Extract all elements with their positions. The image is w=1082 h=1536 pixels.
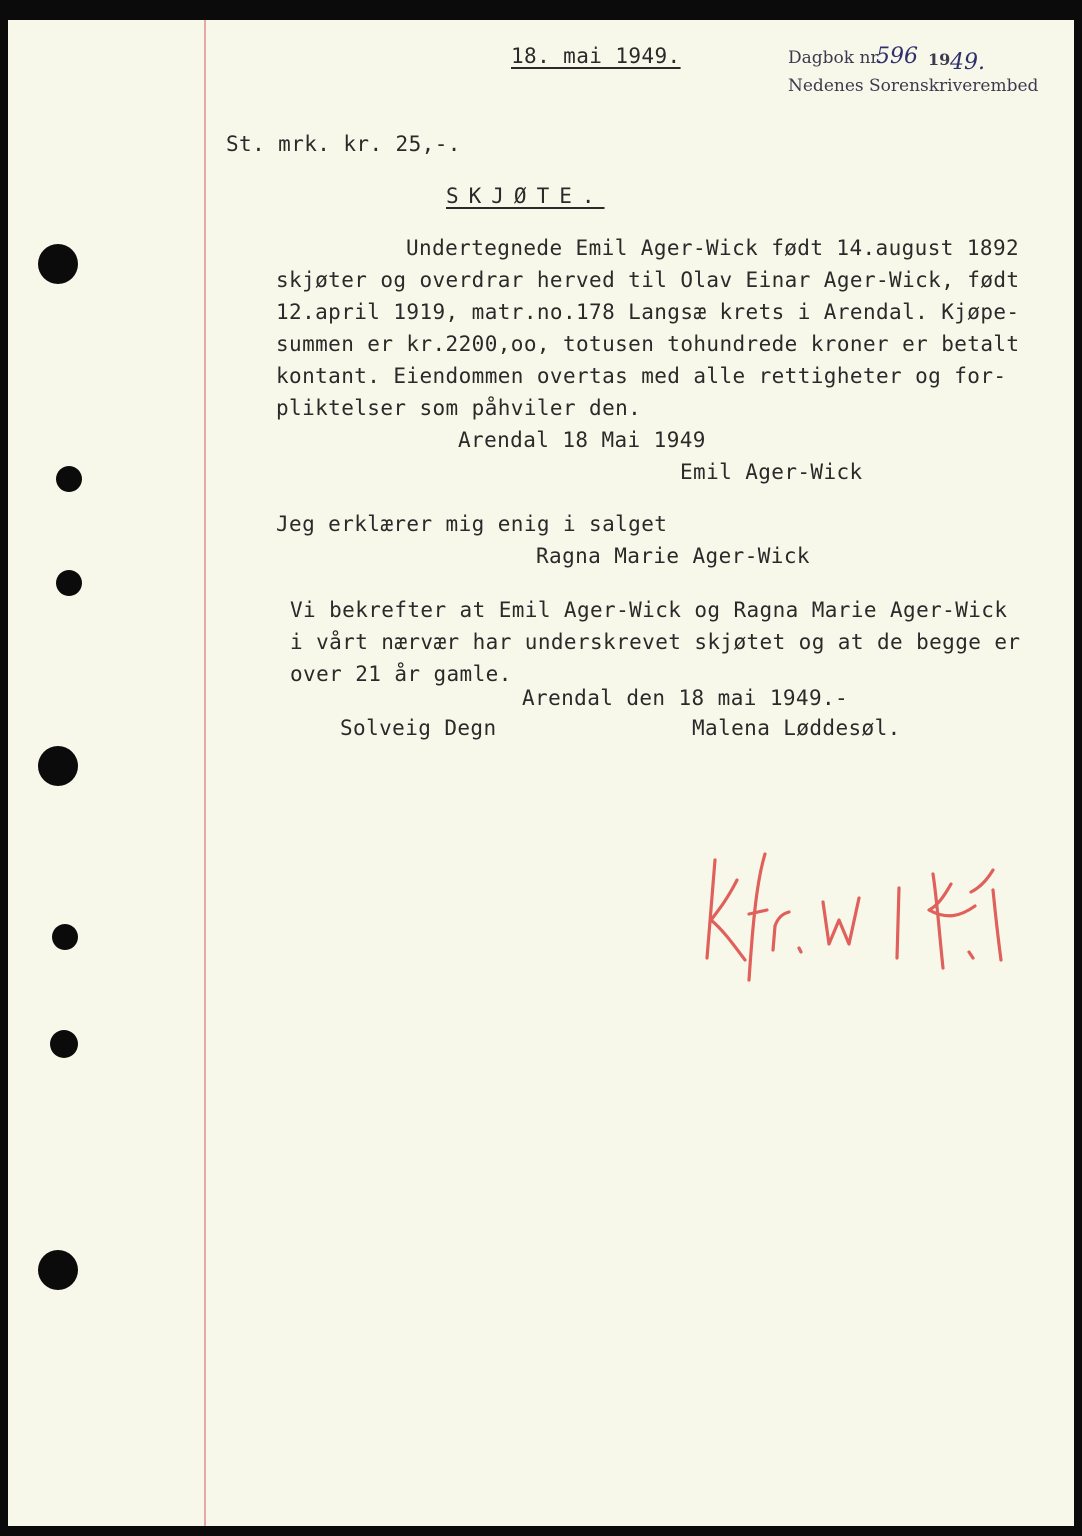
body-line: summen er kr.2200,oo, totusen tohundrede kroner er betalt: [276, 332, 1020, 356]
punch-hole: [38, 1250, 78, 1290]
witness-place-date: Arendal den 18 mai 1949.-: [522, 686, 849, 710]
consent-statement: Jeg erklærer mig enig i salget: [276, 512, 668, 536]
body-line: skjøter og overdrar herved til Olav Einar Ager-Wick, født: [276, 268, 1020, 292]
document-date: 18. mai 1949.: [511, 44, 681, 68]
witness-signature-2: Malena Løddesøl.: [692, 716, 901, 740]
punch-hole: [56, 466, 82, 492]
consent-signature: Ragna Marie Ager-Wick: [536, 544, 810, 568]
dagbok-year-suffix: 49.: [950, 50, 985, 75]
dagbok-number: 596: [876, 44, 918, 69]
body-line: 12.april 1919, matr.no.178 Langsæ krets i Arendal. Kjøpe-: [276, 300, 1020, 324]
red-annotation-mark: [693, 840, 1033, 990]
margin-line: [204, 20, 206, 1526]
office-stamp: Nedenes Sorenskriverembed: [788, 76, 1039, 96]
punch-hole: [52, 924, 78, 950]
punch-hole: [56, 570, 82, 596]
body-line: pliktelser som påhviler den.: [276, 396, 642, 420]
witness-line: Vi bekrefter at Emil Ager-Wick og Ragna Marie Ager-Wick: [290, 598, 1008, 622]
seller-signature: Emil Ager-Wick: [680, 460, 863, 484]
document-title: SKJØTE.: [446, 184, 605, 208]
dagbok-year-prefix: 19: [928, 50, 951, 69]
witness-line: over 21 år gamle.: [290, 662, 512, 686]
stamp-duty: St. mrk. kr. 25,-.: [226, 132, 461, 156]
punch-hole: [38, 746, 78, 786]
punch-hole: [38, 244, 78, 284]
witness-signature-1: Solveig Degn: [340, 716, 497, 740]
document-page: [8, 20, 1074, 1526]
body-line: Undertegnede Emil Ager-Wick født 14.august 1892: [406, 236, 1020, 260]
punch-hole: [50, 1030, 78, 1058]
witness-line: i vårt nærvær har underskrevet skjøtet og at de begge er: [290, 630, 1021, 654]
dagbok-label: Dagbok nr.: [788, 48, 883, 68]
body-line: kontant. Eiendommen overtas med alle rettigheter og for-: [276, 364, 1007, 388]
place-date: Arendal 18 Mai 1949: [458, 428, 706, 452]
